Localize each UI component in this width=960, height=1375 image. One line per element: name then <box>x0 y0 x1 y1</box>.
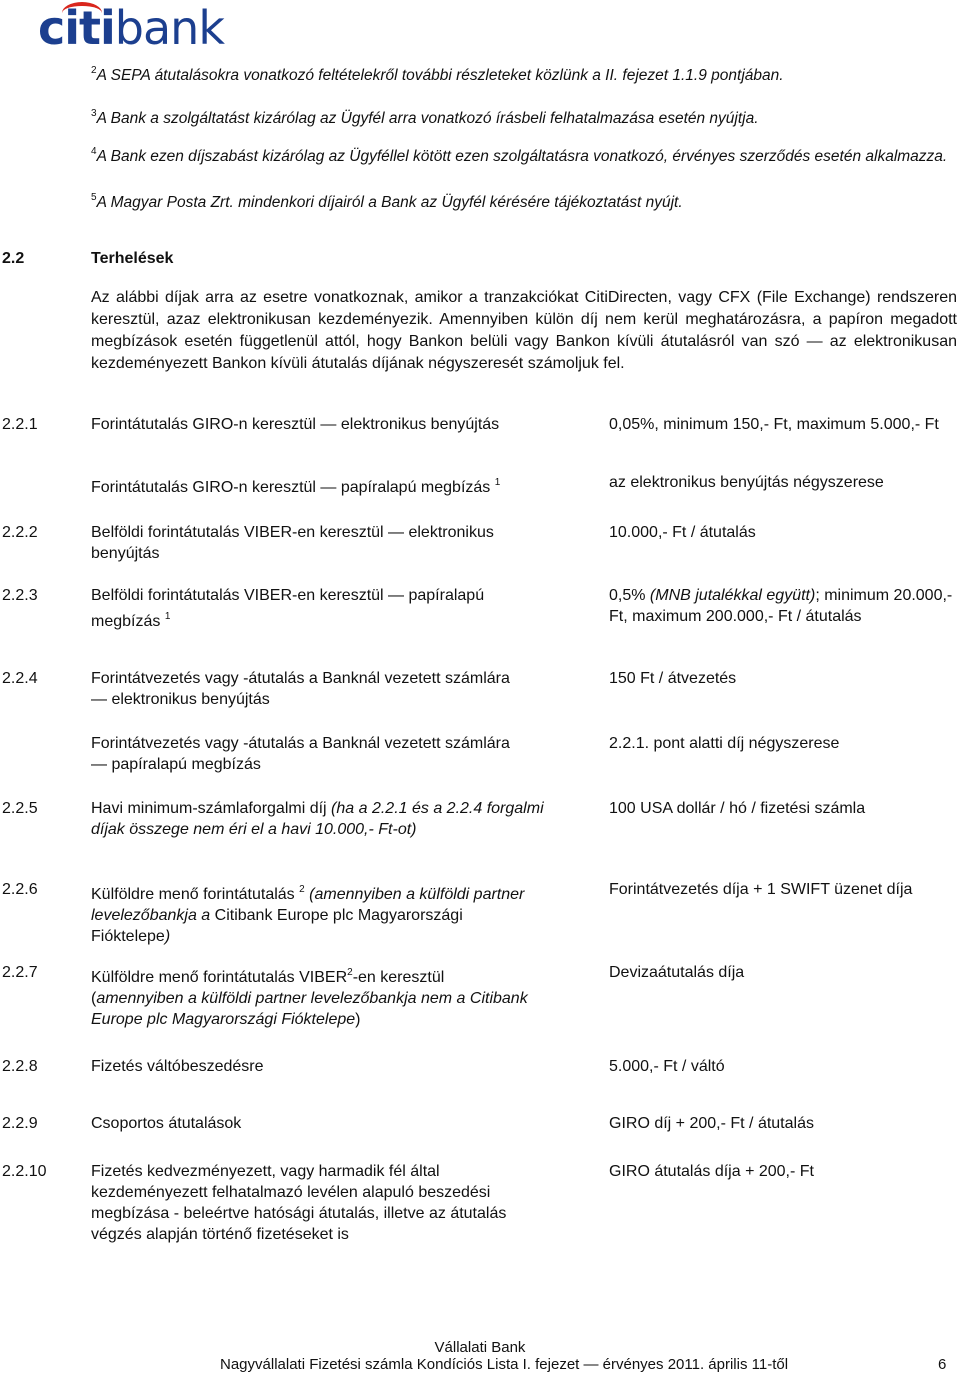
row-description-italic: (ha a 2.2.1 és a 2.2.4 forgalmi díjak összege nem éri el a havi 10.000,- Ft-ot) <box>91 800 544 838</box>
footer-document-title: Nagyvállalati Fizetési számla Kondíciós Lista I. fejezet — érvényes 2011. április 11-től <box>220 1356 789 1373</box>
row-description-text: -en keresztül ( <box>91 969 445 1007</box>
row-description: Forintátutalás GIRO-n keresztül — elektronikus benyújtás <box>91 416 500 433</box>
row-number: 2.2.1 <box>2 416 38 433</box>
row-description-text: Forintátutalás GIRO-n keresztül — papíralapú megbízás <box>91 479 491 496</box>
row-fee: 10.000,- Ft / átutalás <box>609 524 756 541</box>
row-number: 2.2.2 <box>2 524 38 541</box>
row-fee <box>609 585 959 627</box>
row-description-text: ) <box>355 1011 361 1028</box>
row-fee: 2.2.1. pont alatti díj négyszerese <box>609 735 840 752</box>
row-number: 2.2.5 <box>2 800 38 817</box>
logo-part-bank: bank <box>114 1 224 55</box>
row-description-italic: (amennyiben a külföldi partner levelezőbankja a <box>91 886 525 924</box>
row-number: 2.2.4 <box>2 670 38 687</box>
footnote-text: A SEPA átutalásokra vonatkozó feltételekről további részleteket közlünk a II. fejezet 1.1.9 pontjában. <box>96 67 784 84</box>
row-fee: Forintátvezetés díja + 1 SWIFT üzenet díja <box>609 881 913 898</box>
row-description-italic: amennyiben a külföldi partner levelezőbankja nem a Citibank Europe plc Magyarországi Fióktelepe <box>91 990 528 1028</box>
row-number: 2.2.6 <box>2 881 38 898</box>
footnote-marker: 5 <box>91 192 97 203</box>
row-fee: 100 USA dollár / hó / fizetési számla <box>609 800 866 817</box>
row-description-text: Belföldi forintátutalás VIBER-en keresztül — papíralapú megbízás <box>91 587 485 630</box>
row-fee: GIRO díj + 200,- Ft / átutalás <box>609 1115 814 1132</box>
row-fee: 150 Ft / átvezetés <box>609 670 737 687</box>
row-description: Fizetés váltóbeszedésre <box>91 1058 264 1075</box>
row-fee: GIRO átutalás díja + 200,- Ft <box>609 1163 814 1180</box>
row-description: Belföldi forintátutalás VIBER-en keresztül — elektronikus benyújtás <box>91 524 494 562</box>
fee-part: 0,5% <box>609 587 650 604</box>
row-description: Forintátvezetés vagy -átutalás a Banknál vezetett számlára — elektronikus benyújtás <box>91 670 510 708</box>
footnote-marker: 2 <box>299 884 305 895</box>
logo-part-citi: citi <box>38 1 115 55</box>
row-number: 2.2.8 <box>2 1058 38 1075</box>
footnote-3 <box>91 108 759 128</box>
footnote-2 <box>91 65 784 85</box>
fee-part: ; minimum 20.000,- Ft, maximum 200.000,- Ft / átutalás <box>609 587 953 625</box>
footnote-marker: 3 <box>91 108 97 119</box>
row-number: 2.2.9 <box>2 1115 38 1132</box>
footnote-marker: 1 <box>164 611 171 622</box>
row-number: 2.2.3 <box>2 587 38 604</box>
footnote-4 <box>91 141 957 167</box>
row-number: 2.2.7 <box>2 964 38 981</box>
section-intro: Az alábbi díjak arra az esetre vonatkoznak, amikor a tranzakciókat CitiDirecten, vagy CFX (File Exchange) rendszeren keresztül, azaz elektronikusan kezdeményezik. Amennyiben külön díj nem kerül meghatározásra, a papíron megadott megbízások esetén függetlenül attól, hogy Bankon belüli vagy Bankon kívüli átutalásról van szó — az elektronikusan kezdeményezett Bankon kívüli átutalás díjának négyszeresét számoljuk fel. <box>91 289 957 372</box>
row-fee: az elektronikus benyújtás négyszerese <box>609 474 884 491</box>
footnote-marker: 2 <box>91 65 97 76</box>
footnote-marker: 4 <box>91 146 97 157</box>
footnote-text: A Magyar Posta Zrt. mindenkori díjairól a Bank az Ügyfél kérésére tájékoztatást nyújt. <box>96 194 683 211</box>
row-description-text: Havi minimum-számlaforgalmi díj <box>91 800 332 817</box>
row-description-text: Külföldre menő forintátutalás <box>91 886 295 903</box>
row-description <box>91 798 546 840</box>
footnote-marker: 2 <box>347 967 353 978</box>
row-description <box>91 962 531 1030</box>
row-description-italic: ) <box>164 928 171 945</box>
footnote-5 <box>91 192 683 212</box>
logo-arc-icon <box>62 2 102 24</box>
row-number: 2.2.10 <box>2 1163 47 1180</box>
row-fee: 5.000,- Ft / váltó <box>609 1058 725 1075</box>
footnote-text: A Bank a szolgáltatást kizárólag az Ügyfél arra vonatkozó írásbeli felhatalmazása esetén nyújtja. <box>96 110 759 127</box>
section-title: Terhelések <box>91 250 174 267</box>
page-number: 6 <box>938 1356 947 1373</box>
row-fee: 0,05%, minimum 150,- Ft, maximum 5.000,- Ft <box>609 416 939 433</box>
row-description: Csoportos átutalások <box>91 1115 242 1132</box>
row-description: Fizetés kedvezményezett, vagy harmadik fél által kezdeményezett felhatalmazó levélen alapuló beszedési megbízása - beleértve hatósági átutalás, illetve az átutalás végzés alapján történő fizetéseket is <box>91 1163 507 1243</box>
footnote-text: A Bank ezen díjszabást kizárólag az Ügyféllel kötött ezen szolgáltatásra vonatkozó, érvényes szerződés esetén alkalmazza. <box>96 148 948 165</box>
section-number: 2.2 <box>2 250 25 267</box>
row-description-text: Külföldre menő forintátutalás VIBER <box>91 969 348 986</box>
row-fee: Devizaátutalás díja <box>609 964 745 981</box>
row-description <box>91 879 531 947</box>
row-description <box>91 585 551 632</box>
footer-department: Vállalati Bank <box>434 1339 526 1356</box>
row-description: Forintátvezetés vagy -átutalás a Banknál vezetett számlára — papíralapú megbízás <box>91 735 510 773</box>
row-description <box>91 472 551 498</box>
fee-part-italic: (MNB jutalékkal együtt) <box>649 587 816 604</box>
row-description-text: Citibank Europe plc Magyarországi Fióktelepe <box>91 907 463 945</box>
footnote-marker: 1 <box>494 477 501 488</box>
